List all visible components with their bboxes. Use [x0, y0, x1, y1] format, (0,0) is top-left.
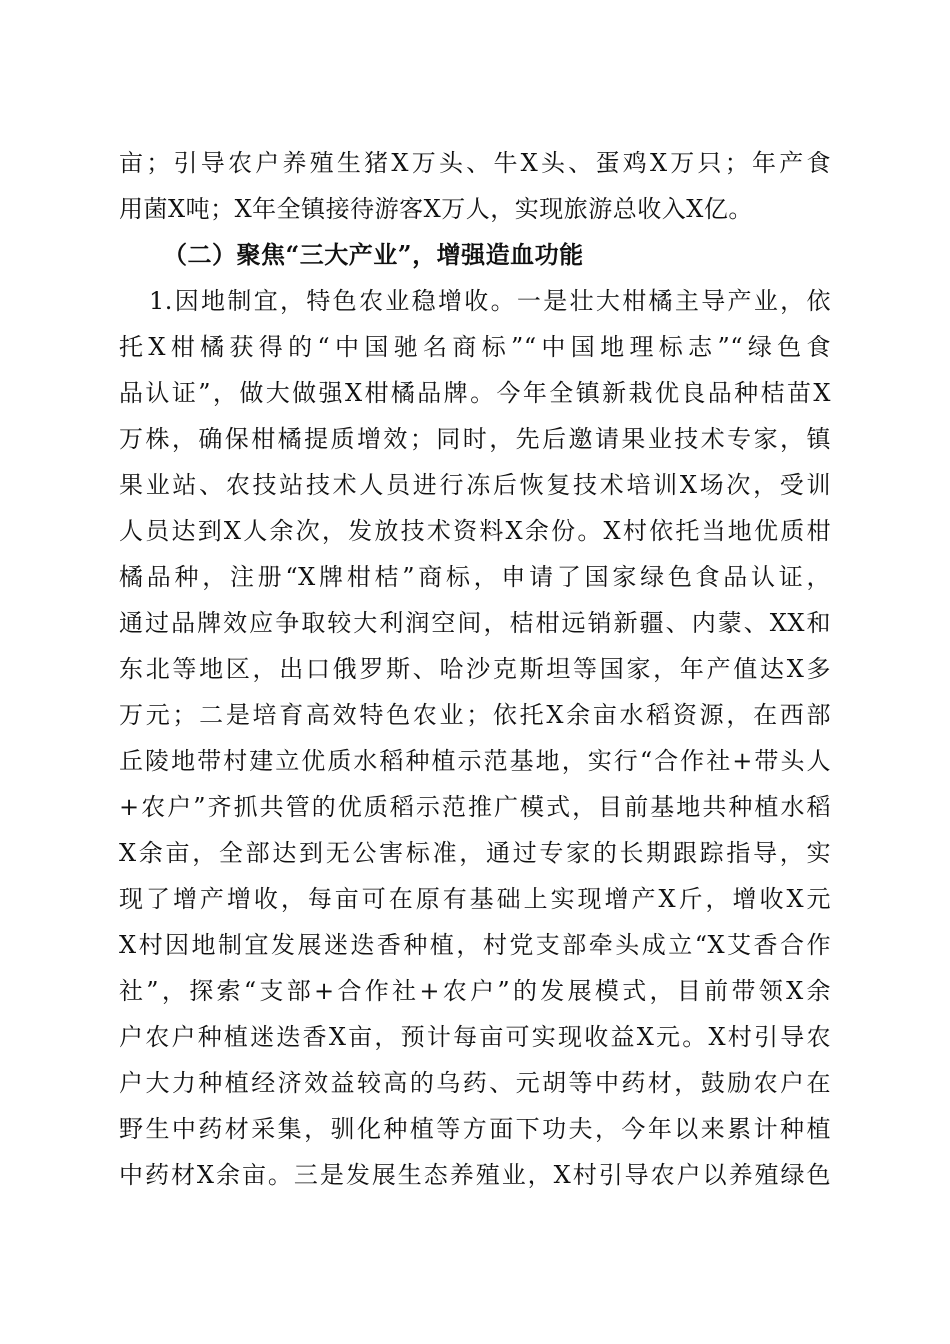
text-line: 野生中药材采集，驯化种植等方面下功夫，今年以来累计种植: [119, 1115, 831, 1143]
text-line: X村因地制宜发展迷迭香种植，村党支部牵头成立“X艾香合作: [119, 931, 831, 959]
text-line: 户农户种植迷迭香X亩，预计每亩可实现收益X元。X村引导农: [119, 1023, 831, 1051]
text-line: 人员达到X人余次，发放技术资料X余份。X村依托当地优质柑: [119, 517, 831, 545]
text-line: 橘品种，注册“X牌柑桔”商标，申请了国家绿色食品认证，: [119, 563, 831, 591]
text-line: X余亩，全部达到无公害标准，通过专家的长期跟踪指导，实: [119, 839, 831, 867]
text-line: 社”，探索“支部+合作社+农户”的发展模式，目前带领X余: [119, 977, 831, 1005]
text-line: 用菌X吨；X年全镇接待游客X万人，实现旅游总收入X亿。: [119, 195, 753, 223]
text-line: 现了增产增收，每亩可在原有基础上实现增产X斤，增收X元: [119, 885, 831, 913]
text-line: 中药材X余亩。三是发展生态养殖业，X村引导农户以养殖绿色: [119, 1161, 831, 1189]
text-line: 丘陵地带村建立优质水稻种植示范基地，实行“合作社+带头人: [119, 747, 831, 775]
text-line: 品认证”，做大做强X柑橘品牌。今年全镇新栽优良品种桔苗X: [119, 379, 831, 407]
text-line: 亩；引导农户养殖生猪X万头、牛X头、蛋鸡X万只；年产食: [119, 149, 831, 177]
text-line: 东北等地区，出口俄罗斯、哈沙克斯坦等国家，年产值达X多: [119, 655, 831, 683]
document-body: [119, 140, 831, 1198]
text-line: 万元；二是培育高效特色农业；依托X余亩水稻资源，在西部: [119, 701, 831, 729]
text-line: 户大力种植经济效益较高的乌药、元胡等中药材，鼓励农户在: [119, 1069, 831, 1097]
text-line: 果业站、农技站技术人员进行冻后恢复技术培训X场次，受训: [119, 471, 831, 499]
text-line: +农户”齐抓共管的优质稻示范推广模式，目前基地共种植水稻: [119, 793, 831, 821]
text-line: 1.因地制宜，特色农业稳增收。一是壮大柑橘主导产业，依: [149, 287, 831, 315]
text-line: 通过品牌效应争取较大利润空间，桔柑远销新疆、内蒙、XX和: [119, 609, 831, 637]
section-heading: （二）聚焦“三大产业”，增强造血功能: [163, 240, 584, 269]
text-line: 万株，确保柑橘提质增效；同时，先后邀请果业技术专家，镇: [119, 425, 831, 453]
text-line: 托X柑橘获得的“中国驰名商标”“中国地理标志”“绿色食: [119, 333, 831, 361]
